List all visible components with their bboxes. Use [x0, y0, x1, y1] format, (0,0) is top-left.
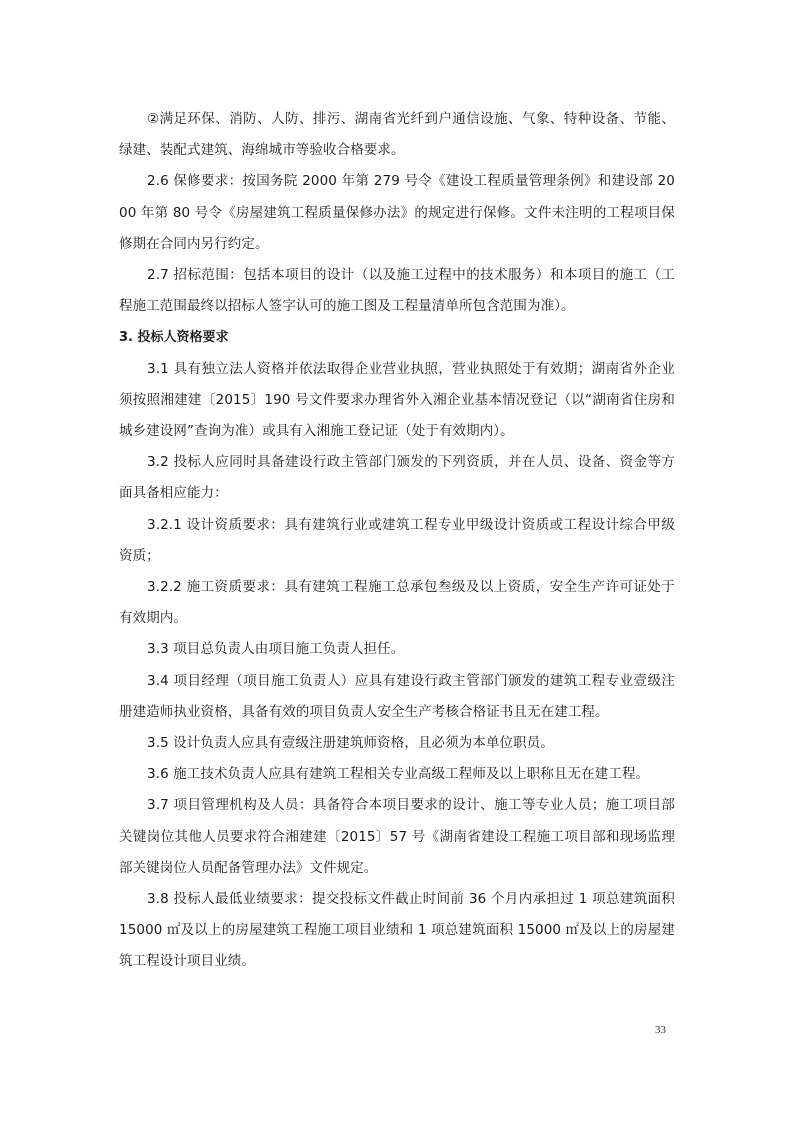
- paragraph-acceptance-requirements: ②满足环保、消防、人防、排污、湖南省光纤到户通信设施、气象、特种设备、节能、绿建、装配式建筑、海绵城市等验收合格要求。: [119, 111, 675, 159]
- paragraph-2-7-bidding-scope: 2.7 招标范围：包括本项目的设计（以及施工过程中的技术服务）和本项目的施工（工程施工范围最终以招标人签字认可的施工图及工程量清单所包含范围为准）。: [119, 267, 675, 315]
- section-heading-3: 3. 投标人资格要求: [119, 330, 229, 346]
- page-body: [119, 104, 675, 978]
- paragraph-3-6: 3.6 施工技术负责人应具有建筑工程相关专业高级工程师及以上职称且无在建工程。: [147, 766, 650, 783]
- paragraph-3-7: 3.7 项目管理机构及人员：具备符合本项目要求的设计、施工等专业人员；施工项目部关键岗位其他人员要求符合湘建建〔2015〕57 号《湖南省建设工程施工项目部和现场监理部关键岗位人员配备管理办法》文件规定。: [119, 797, 675, 876]
- paragraph-3-5: 3.5 设计负责人应具有壹级注册建筑师资格，且必须为本单位职员。: [147, 735, 554, 752]
- paragraph-3-3: 3.3 项目总负责人由项目施工负责人担任。: [147, 641, 405, 658]
- paragraph-3-1: 3.1 具有独立法人资格并依法取得企业营业执照，营业执照处于有效期；湖南省外企业须按照湘建建〔2015〕190 号文件要求办理省外入湘企业基本情况登记（以“湖南省住房和城乡建设网”查询为准）或具有入湘施工登记证（处于有效期内）。: [119, 360, 675, 440]
- paragraph-3-2-1: 3.2.1 设计资质要求：具有建筑行业或建筑工程专业甲级设计资质或工程设计综合甲级资质；: [119, 516, 675, 564]
- paragraph-3-4: 3.4 项目经理（项目施工负责人）应具有建设行政主管部门颁发的建筑工程专业壹级注册建造师执业资格，具备有效的项目负责人安全生产考核合格证书且无在建工程。: [119, 672, 675, 720]
- paragraph-3-2: 3.2 投标人应同时具备建设行政主管部门颁发的下列资质，并在人员、设备、资金等方面具备相应能力：: [119, 454, 675, 502]
- page-number: 33: [655, 1024, 666, 1036]
- paragraph-2-6-warranty: 2.6 保修要求：按国务院 2000 年第 279 号令《建设工程质量管理条例》和建设部 2000 年第 80 号令《房屋建筑工程质量保修办法》的规定进行保修。文件未注明的工程项目保修期在合同内另行约定。: [119, 173, 675, 252]
- paragraph-3-2-2: 3.2.2 施工资质要求：具有建筑工程施工总承包叁级及以上资质，安全生产许可证处于有效期内。: [119, 579, 675, 627]
- paragraph-3-8: 3.8 投标人最低业绩要求：提交投标文件截止时间前 36 个月内承担过 1 项总建筑面积 15000 ㎡及以上的房屋建筑工程施工项目业绩和 1 项总建筑面积 15000 ㎡及以上的房屋建筑工程设计项目业绩。: [119, 891, 675, 970]
